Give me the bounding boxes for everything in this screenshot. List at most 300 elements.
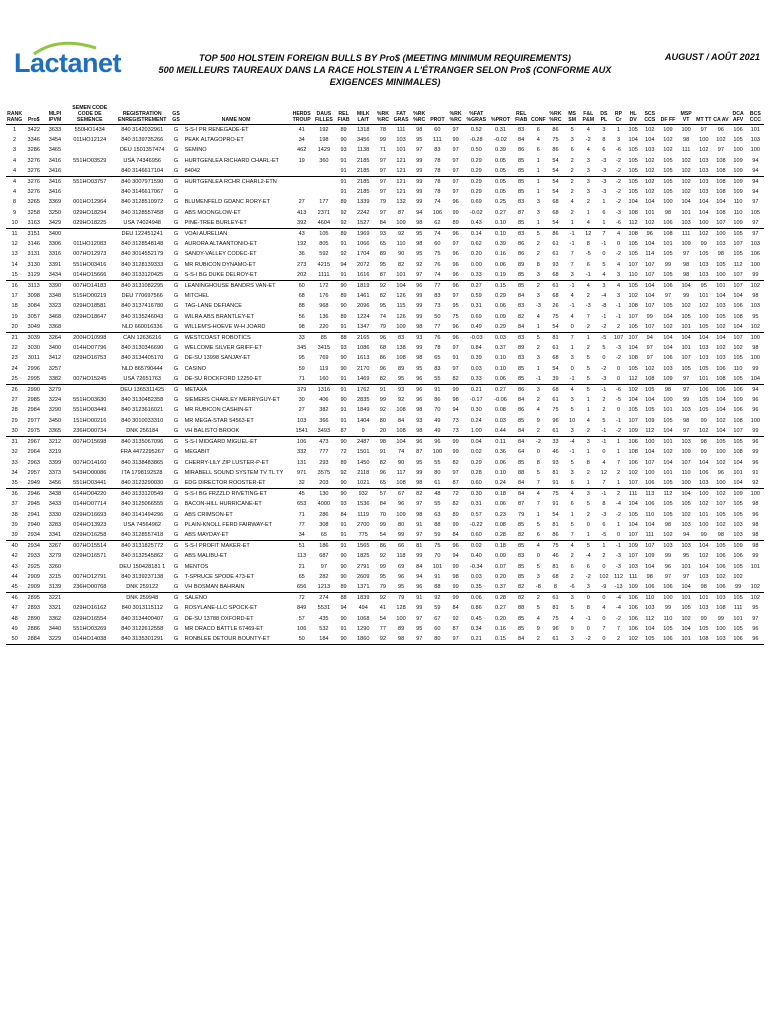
table-cell: 75 [434,543,441,550]
table-cell: G [170,374,181,385]
table-cell: 1819 [357,283,370,290]
table-cell: MIRABELL SOUND SYSTEM TV TL TY [184,469,284,476]
table-cell: HURTGENLEA RCHR CHARL2-ETN [184,179,277,186]
table-cell: 85 [518,179,525,186]
table-cell: 105 [681,365,691,372]
table-cell: 82 [447,374,464,385]
table-cell: 0.39 [495,147,506,154]
table-cell: 102 [628,469,638,476]
table-cell: 99 [747,426,764,437]
table-cell: 4 [570,543,574,550]
table-cell: 345 [297,345,307,352]
table-cell: 18 [11,303,18,310]
table-cell: 99 [416,313,423,320]
table-cell: 88 [340,335,347,342]
table-cell: 131 [297,459,307,466]
table-cell: 0.84 [470,345,482,352]
table-cell: 95 [298,355,305,362]
table-cell: 103 [730,530,747,541]
table-cell: 100 [681,127,691,133]
table-cell: 3011 [27,355,40,362]
table-cell: 126 [396,313,406,320]
table-cell: 106 [750,251,760,258]
table-cell: 104 [699,563,709,570]
table-cell: 0.14 [470,231,482,238]
table-cell: 107 [628,313,638,320]
table-cell: CHERRY-LILY ZIP LUSTER-P-ET [184,459,269,466]
table-cell: 7 [570,251,574,258]
table-cell: 96 [397,573,405,580]
table-cell: -1 [616,313,622,320]
table-cell: 840 3133120425 [114,270,171,281]
table-cell: 85 [518,573,525,580]
table-cell: 97 [379,189,387,196]
table-cell: 100 [750,147,760,154]
table-cell: 0.08 [495,521,506,528]
table-row [6,156,764,166]
table-cell: -1 [530,374,547,385]
table-cell: 26 [552,303,559,310]
table-cell [66,364,114,374]
table-cell: 102 [750,283,760,290]
table-cell: 8 [586,605,590,612]
table-cell: 3416 [44,166,65,177]
table-cell: 0 [611,530,625,541]
table-cell: 109 [626,426,641,437]
table-cell: 110 [733,365,743,372]
table-cell: 99 [700,241,707,248]
table-cell: 77 [379,625,387,632]
table-row [6,489,764,500]
table-cell: -2 [585,137,591,144]
table-cell: 2700 [357,521,370,528]
table-cell: 90 [397,459,405,466]
table-cell: 105 [699,365,709,372]
table-cell: 104 [699,459,709,466]
table-cell: 60 [298,283,305,290]
table-cell: 68 [379,345,387,352]
table-cell: 97 [747,218,764,229]
table-cell: 3306 [48,241,62,248]
table-cell: 54 [547,166,564,177]
table-row [6,229,764,240]
table-cell: 99 [392,530,411,541]
table-cell: 551HO03449 [73,407,107,414]
table-cell: USA 74346956 [123,157,162,164]
title-line-french: 500 MEILLEURS TAUREAUX DANS LA RACE HOLSTEIN A L'ÉTRANGER SELON Pro$ (CONFORME AUX EXIGENCES MINIMALES) [158,65,612,87]
table-cell: 95 [379,261,387,268]
table-cell: 11 [11,231,18,238]
table-cell: 029HO16693 [73,511,107,518]
table-cell: 90 [340,439,347,446]
table-cell [313,187,335,197]
table-cell: 4 [570,491,574,498]
table-cell: -1 [601,387,607,394]
table-cell: 98 [682,417,690,424]
table-cell: 102 [716,417,726,424]
table-cell: 105 [733,563,743,570]
table-cell: 0 [536,449,540,456]
table-cell: 83 [434,365,441,372]
table-cell: 494 [358,605,368,612]
table-cell: 94 [752,189,759,196]
table-cell: 98 [664,521,672,528]
table-cell: 109 [681,241,691,248]
table-cell: 0.37 [488,582,512,593]
table-cell: 3 [570,137,574,144]
table-cell: 46 [552,553,559,560]
table-cell: 2975 [23,426,44,437]
table-cell: 24 [11,365,18,372]
table-cell: 101 [392,270,411,281]
table-cell: 3279 [48,553,62,560]
table-cell: 3267 [48,543,62,550]
table-cell: 5 [602,345,606,352]
table-cell: 101 [733,469,743,476]
table-cell: 98 [452,573,459,580]
table-cell: 0.10 [495,355,506,362]
table-row [6,468,764,478]
brand-name: Lactanet [14,48,122,78]
table-cell: 0.15 [495,283,506,290]
table-cell: 86 [434,397,441,404]
table-cell: 95 [700,283,707,290]
table-cell: 84 [416,563,423,570]
table-cell: 54 [552,179,559,186]
table-cell: -2 [616,157,622,164]
table-cell: 0.23 [495,511,506,518]
table-cell: 840 3146617104 [114,166,171,177]
table-cell: 83 [518,355,525,362]
table-cell: 1371 [352,582,374,593]
table-cell: 102 [716,491,726,498]
table-cell: 106 [297,439,307,446]
column-header: MS SM [564,96,580,125]
table-cell: 0.06 [495,459,506,466]
table-cell: 100 [695,218,712,229]
table-cell: 840 3128548148 [121,241,164,248]
table-cell: 3290 [48,407,62,414]
table-cell: 90 [340,397,347,404]
table-cell: 90 [340,303,347,310]
table-cell: 4 [536,491,540,498]
table-cell: 109 [733,189,743,196]
table-cell: ABS MOONGLOW-ET [184,209,241,216]
table-cell: 0.33 [464,270,488,281]
table-cell: 102 [645,157,655,164]
table-cell: -2 [616,251,622,258]
table-cell: 92 [747,478,764,489]
table-cell: 3030 [27,345,40,352]
table-cell: 93 [340,501,347,508]
table-cell: 1 [616,439,621,446]
table-cell: 0.50 [470,147,482,154]
table-cell: 105 [663,501,673,508]
table-cell: 97 [411,270,428,281]
table-cell: 3390 [48,283,62,290]
table-cell: 4 [570,199,574,206]
table-cell: 96 [752,625,759,632]
table-cell: 1969 [357,231,370,238]
table-cell: 202 [291,270,313,281]
table-cell: 3139 [44,582,65,593]
table-cell: 85 [513,166,530,177]
table-row [6,458,764,468]
table-cell: 106 [297,625,307,632]
table-cell: 102 [716,521,726,528]
table-cell: 3276 [27,157,40,164]
table-cell: 103 [716,303,726,310]
table-cell: 2791 [357,563,370,570]
table-cell: 96 [452,199,459,206]
table-cell: 2977 [27,417,40,424]
table-cell: 105 [699,407,709,414]
table-cell: 2 [570,209,574,216]
table-cell: MR RUBICON DYNAMO-ET [184,261,256,268]
table-cell: 99 [752,449,759,456]
table-cell: -2 [611,426,625,437]
table-cell: 96 [411,582,428,593]
table-cell: 96 [646,231,653,238]
table-cell: 95 [752,605,759,612]
table-cell: 3391 [48,261,62,268]
table-cell: 109 [645,553,655,560]
table-cell: 33 [11,459,18,466]
table-cell: 4 [616,261,621,268]
table-cell: 2996 [27,365,40,372]
table-cell: 71 [291,374,313,385]
table-cell: -4 [616,605,622,612]
table-cell: 0.20 [495,573,506,580]
table-cell: 236HO00768 [66,582,114,593]
table-cell: 90 [340,491,347,498]
column-header: Pro$ [23,96,44,125]
table-cell: 107 [733,335,743,342]
table-cell: G [173,511,179,518]
table-cell: 0 [564,322,580,333]
table-cell: 1086 [357,345,370,352]
table-cell: 96 [452,543,459,550]
table-cell: 2 [586,293,590,300]
table-cell: 82 [374,374,391,385]
table-cell: G [173,543,179,550]
table-cell: 2984 [27,407,40,414]
table-cell: 96 [452,261,459,268]
table-cell: 2934 [23,530,44,541]
table-cell: 94 [340,261,347,268]
table-cell: 1839 [357,595,370,602]
table-cell: 105 [628,127,638,133]
table-cell: 80 [434,469,441,476]
table-cell: G [173,615,179,622]
table-cell: 4 [536,137,540,144]
table-cell: 840 3128557458 [121,209,164,216]
table-cell: 029HO16162 [73,605,107,612]
table-cell: 29 [11,417,18,424]
table-cell: 74 [428,270,447,281]
table-cell: 78 [379,127,387,133]
table-cell: 96 [752,397,759,404]
table-cell: 90 [340,553,347,560]
table-cell: 0.05 [488,166,512,177]
table-cell: 840 3131082295 [121,283,164,290]
table-cell: 3215 [48,573,62,580]
table-cell: 104 [628,137,638,144]
table-cell: 105 [659,166,677,177]
table-cell: 91 [552,501,559,508]
table-cell: 106 [641,478,659,489]
table-cell: 3151 [27,231,40,238]
table-cell: 105 [750,209,760,216]
table-cell: 3465 [48,147,62,154]
table-cell: 5 [570,459,574,466]
table-cell: 0.03 [495,417,506,424]
table-cell: 99 [700,449,707,456]
table-cell: 2 [586,345,590,352]
column-header: %FAT %GRAS [464,96,488,125]
table-cell: 97 [452,179,459,186]
table-cell: 840 3123616021 [121,407,164,414]
table-cell: 3362 [48,615,62,622]
table-cell: 0.28 [488,530,512,541]
table-cell: 108 [641,374,659,385]
table-cell: 102 [681,179,691,186]
table-cell: 2949 [23,478,44,489]
table-cell: 95 [416,251,423,258]
table-cell: 0 [586,595,590,602]
table-cell: 656 [291,582,313,593]
column-header: SEMEN CODE CODE DE SEMENCE [66,96,114,125]
table-cell: 0.28 [470,469,482,476]
table-cell: 95 [416,625,423,632]
table-cell: 41 [379,605,387,612]
table-row [6,395,764,405]
table-cell: 99 [452,439,459,446]
table-cell: -5 [616,397,622,404]
table-cell: -3 [601,189,607,196]
table-cell: 81 [552,469,559,476]
table-cell: 92 [335,218,352,229]
table-cell: 3049 [23,322,44,333]
table-row [6,291,764,301]
table-cell: G [173,241,179,248]
table-cell: 177 [319,199,329,206]
table-cell: -6 [616,387,622,394]
table-cell: 82 [379,459,387,466]
table-cell: 86 [547,530,564,541]
table-cell: MEGABIT [184,449,210,456]
table-cell: 89 [335,582,352,593]
table-cell: 103 [681,521,691,528]
table-cell: 91 [340,521,347,528]
table-cell: 2909 [27,573,40,580]
table-row [6,145,764,155]
table-cell: 1 [530,322,547,333]
table-cell: 0 [596,634,611,645]
table-cell: 22 [11,345,18,352]
table-cell: -8 [530,582,547,593]
table-cell: 7 [536,501,540,508]
table-cell: 107 [628,553,638,560]
table-cell: S-S-I MIDGARD MIGUEL-ET [184,439,258,446]
table-cell: 99 [411,166,428,177]
table-cell [66,145,114,155]
table-cell: 35 [6,478,23,489]
table-cell: 1536 [357,501,370,508]
table-cell: 840 3141494296 [121,511,164,518]
table-cell: 87 [416,449,423,456]
table-cell: 108 [628,449,638,456]
table-cell: 45 [298,491,305,498]
table-cell: 0.27 [470,283,482,290]
table-cell: 1 [616,449,621,456]
table-cell: 91 [434,387,441,394]
table-cell: MR MEGA-STAR 54563-ET [184,417,254,424]
table-cell: 96 [379,365,387,372]
table-cell: 2925 [27,563,40,570]
table-cell: 840 3122612558 [121,625,164,632]
table-cell: 3 [611,270,625,281]
column-header: %RK %RC [374,96,391,125]
table-cell: 99 [752,553,759,560]
table-cell: 4 [602,605,606,612]
table-cell [313,177,335,188]
table-cell: 100 [396,615,406,622]
table-cell: 106 [628,605,638,612]
table-cell: 75 [434,251,441,258]
table-cell: 840 3130482358 [121,397,164,404]
table-cell: 107 [628,261,638,268]
table-cell: 014HO07796 [73,345,107,352]
table-cell: 106 [733,303,743,310]
table-cell: 108 [392,478,411,489]
table-cell: 94 [752,387,759,394]
table-cell: 99 [730,582,747,593]
table-cell: 85 [518,625,525,632]
table-cell: 97 [752,199,759,206]
table-cell: 3 [564,270,580,281]
table-cell: 2941 [27,511,40,518]
table-cell: 106 [659,218,677,229]
table-cell: 40 [11,543,18,550]
table-cell: 3129 [23,270,44,281]
table-cell: DE-SU 13788 OXFORD-ET [184,615,254,622]
table-cell: G [173,501,179,508]
table-cell: 105 [733,595,743,602]
table-cell: 13 [11,251,18,258]
table-cell: 5 [570,127,574,133]
table-cell: 81 [552,563,559,570]
table-cell: 96 [664,563,672,570]
table-cell: G [170,270,181,281]
table-cell: 6 [570,563,574,570]
table-cell: 104 [716,293,726,300]
table-cell: 86 [552,231,559,238]
table-cell: 103 [712,634,729,645]
table-cell: PLAIN-KNOLL FERD FAIRWAY-ET [184,521,273,528]
table-cell: 6 [586,261,590,268]
table-cell: -4 [616,595,622,602]
table-cell: 95 [416,137,423,144]
table-cell: 100 [716,231,726,238]
table-cell: 77 [434,283,441,290]
column-header: CA AV [712,96,729,125]
table-cell: 94 [452,407,459,414]
table-cell: G [170,322,181,333]
table-cell: -3 [616,345,622,352]
table-cell: 128 [396,605,406,612]
table-cell: 54 [552,365,559,372]
